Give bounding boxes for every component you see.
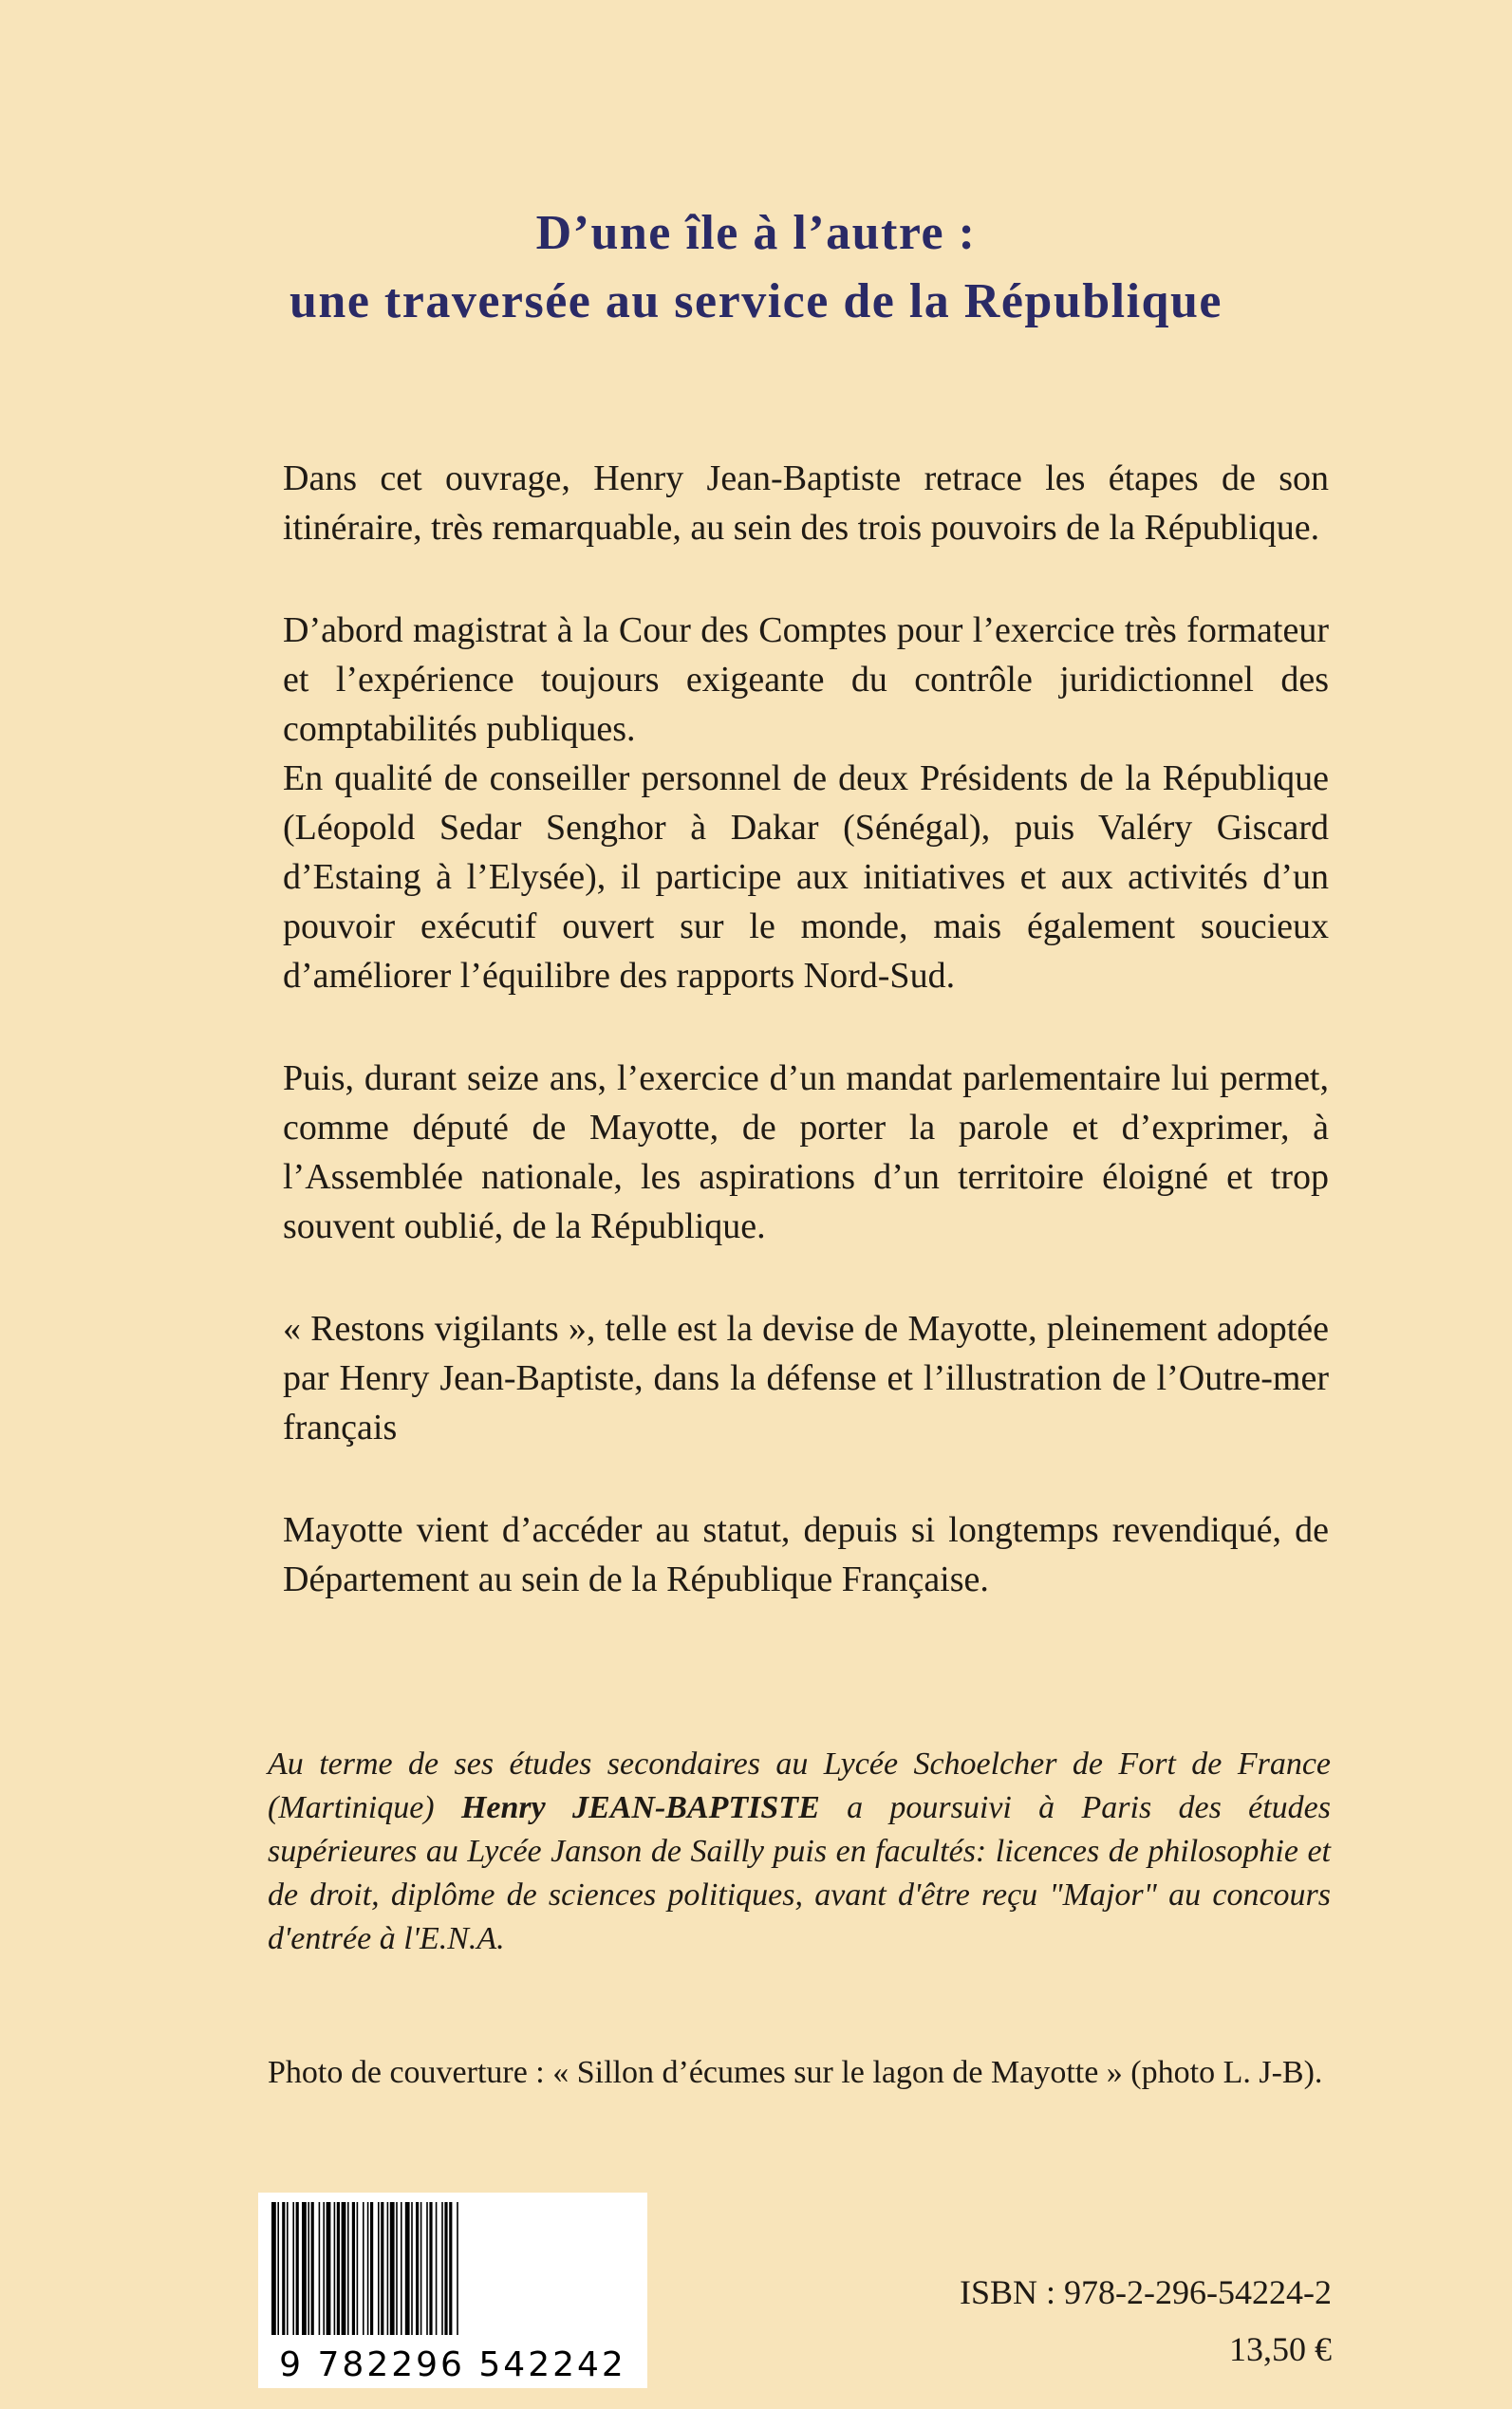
title-line-1: D’une île à l’autre : [535, 206, 977, 260]
isbn: ISBN : 978-2-296-54224-2 [960, 2273, 1332, 2311]
author-name: Henry JEAN-BAPTISTE [460, 1790, 820, 1825]
paragraph-1: Dans cet ouvrage, Henry Jean-Baptiste retrace les étapes de son itinéraire, très remarquable, au sein des trois pouvoirs de la République. [283, 458, 1329, 548]
bio-before: Au terme de ses études secondaires au Lycée Schoelcher de Fort de France (Martinique) [268, 1746, 1331, 1825]
barcode [258, 2193, 647, 2388]
paragraph-4: Puis, durant seize ans, l’exercice d’un mandat parlementaire lui permet, comme député de Mayotte, de porter la parole et d’exprimer, à l’Assemblée nationale, les aspirations d’un territoire éloigné et trop souvent oublié, de la République. [283, 1058, 1329, 1246]
paragraph-3: En qualité de conseiller personnel de deux Présidents de la République (Léopold Sedar Senghor à Dakar (Sénégal), puis Valéry Giscard d’Estaing à l’Elysée), il participe aux initiatives et aux activités d’un pouvoir exécutif ouvert sur le monde, mais également soucieux d’améliorer l’équilibre des rapports Nord-Sud. [283, 758, 1329, 996]
title-line-2: une traversée au service de la République [289, 274, 1223, 328]
barcode-digits: 9 782296 542242 [279, 2345, 626, 2384]
price: 13,50 € [1229, 2330, 1332, 2368]
author-bio [268, 1743, 1331, 1961]
bio-after: a poursuivi à Paris des études supérieures au Lycée Janson de Sailly puis en facultés: licences de philosophie et de droit, diplôme de sciences politiques, avant d'être reçu "Major" au concours d'entrée à l'E.N.A. [268, 1790, 1331, 1956]
blurb [283, 454, 1329, 1604]
paragraph-6: Mayotte vient d’accéder au statut, depuis si longtemps revendiqué, de Département au sein de la République Française. [283, 1510, 1329, 1599]
barcode-bars-icon [268, 2202, 638, 2335]
photo-credit: Photo de couverture : « Sillon d’écumes sur le lagon de Mayotte » (photo L. J-B). [268, 2055, 1323, 2090]
book-title [0, 199, 1512, 336]
paragraph-5: « Restons vigilants », telle est la devise de Mayotte, pleinement adoptée par Henry Jean-Baptiste, dans la défense et l’illustration de l’Outre-mer français [283, 1309, 1329, 1447]
paragraph-2: D’abord magistrat à la Cour des Comptes pour l’exercice très formateur et l’expérience toujours exigeante du contrôle juridictionnel des comptabilités publiques. [283, 610, 1329, 749]
